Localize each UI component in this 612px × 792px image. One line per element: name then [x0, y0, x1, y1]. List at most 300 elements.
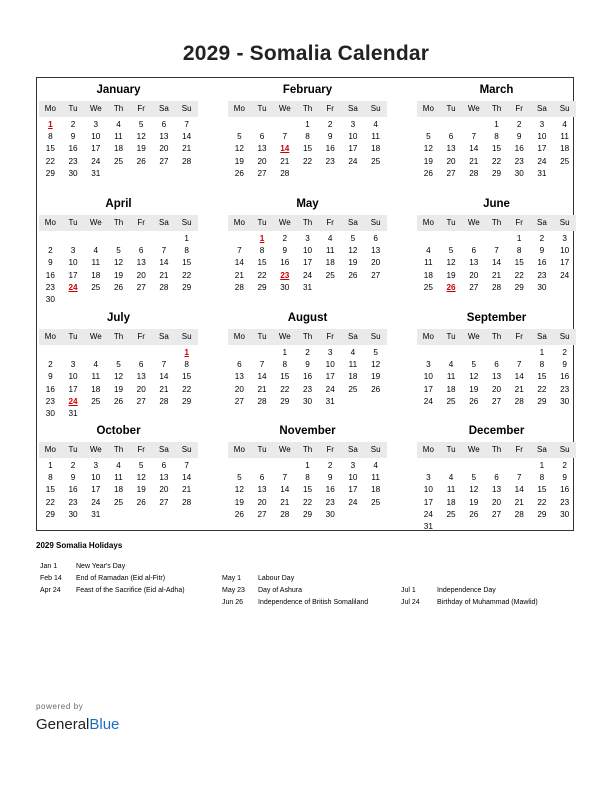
day-cell: 7: [471, 132, 477, 142]
day-cell: 2: [539, 234, 545, 243]
day-cell: 27: [257, 509, 267, 519]
weekday-label: Su: [181, 332, 192, 341]
day-cell: 15: [302, 485, 313, 495]
day-cell: 12: [113, 372, 124, 382]
day-cell: 29: [537, 396, 547, 406]
day-cell: 22: [257, 270, 267, 280]
empty-cell: [228, 461, 251, 473]
day-cell: 22: [182, 384, 192, 394]
day-cell: 8: [305, 473, 310, 483]
day-cell: 23: [325, 497, 335, 507]
weekday-label: Su: [370, 218, 381, 227]
day-cell: 3: [426, 360, 431, 370]
day-cell: 31: [302, 282, 313, 292]
empty-cell: [84, 348, 107, 360]
weekday-header: [39, 101, 198, 117]
day-cell: 19: [423, 156, 433, 166]
weekday-label: Mo: [422, 332, 434, 341]
day-cell: 2: [562, 461, 567, 470]
day-cell: 12: [469, 372, 479, 382]
day-cell: 24: [325, 384, 335, 394]
empty-cell: [462, 120, 485, 132]
day-cell: 24: [560, 270, 570, 280]
empty-cell: [440, 461, 463, 473]
day-cell: 19: [469, 497, 479, 507]
day-cell: 2: [282, 234, 288, 243]
day-cell: 17: [423, 497, 433, 507]
empty-cell: [417, 120, 440, 132]
day-cell: 9: [327, 473, 333, 483]
powered-by-text: powered by: [36, 702, 84, 711]
day-cell: 14: [469, 144, 479, 154]
holiday-day: 1: [184, 348, 189, 357]
day-cell: 15: [45, 144, 55, 154]
day-cell: 22: [45, 156, 55, 166]
weekday-header: [228, 329, 387, 345]
day-cell: 23: [537, 270, 547, 280]
day-cell: 28: [182, 497, 192, 507]
weekday-label: Sa: [159, 332, 169, 341]
day-cell: 13: [469, 258, 479, 268]
day-cell: 19: [348, 258, 358, 268]
day-cell: 12: [446, 258, 456, 268]
holiday-date: Jan 1: [40, 563, 58, 570]
weekday-label: Sa: [537, 332, 547, 341]
day-cell: 14: [159, 258, 169, 268]
empty-cell: [39, 234, 62, 246]
day-cell: 26: [469, 396, 479, 406]
day-cell: 2: [305, 348, 310, 357]
day-cell: 27: [491, 509, 502, 519]
holiday-item: [40, 561, 185, 573]
weekday-label: Su: [181, 218, 192, 227]
day-cell: 15: [182, 372, 192, 382]
weekday-header: [39, 329, 198, 345]
day-cell: 19: [371, 372, 381, 382]
day-cell: 20: [491, 384, 502, 394]
month-name: October: [96, 425, 141, 437]
empty-cell: [440, 234, 463, 246]
day-cell: 30: [68, 509, 78, 519]
day-cell: 16: [514, 144, 524, 154]
day-cell: 7: [161, 246, 167, 256]
day-cell: 27: [257, 168, 267, 178]
day-cell: 27: [159, 497, 169, 507]
day-cell: 29: [45, 509, 55, 519]
holiday-name: Independence of British Somaliland: [258, 599, 369, 606]
day-cell: 30: [45, 408, 55, 418]
day-cell: 4: [93, 360, 99, 370]
weekday-label: Th: [302, 218, 313, 227]
holiday-column: [222, 573, 368, 609]
day-cell: 23: [514, 156, 524, 166]
day-cell: 5: [116, 360, 121, 370]
empty-cell: [251, 120, 274, 132]
day-cell: 3: [70, 246, 76, 256]
day-cell: 29: [257, 282, 267, 292]
holiday-day: 1: [259, 234, 265, 243]
holiday-date: May 1: [222, 575, 242, 582]
day-cell: 28: [257, 396, 267, 406]
day-cell: 3: [93, 461, 99, 470]
month-name: December: [468, 425, 525, 437]
day-cell: 11: [560, 132, 569, 142]
day-cell: 25: [113, 156, 124, 166]
holiday-date: May 23: [222, 587, 245, 594]
day-cell: 2: [327, 461, 333, 470]
empty-cell: [508, 348, 531, 360]
weekday-label: Su: [370, 332, 381, 341]
day-cell: 1: [48, 461, 53, 470]
day-cell: 12: [113, 258, 124, 268]
month-august: [228, 306, 387, 409]
day-cell: 8: [539, 360, 545, 370]
empty-cell: [153, 348, 176, 360]
holiday-item: [222, 573, 368, 585]
holiday-day: 24: [68, 282, 78, 292]
weekday-label: Mo: [44, 332, 56, 341]
day-cell: 25: [113, 497, 124, 507]
day-cell: 9: [305, 360, 310, 370]
weekday-label: Sa: [537, 104, 547, 113]
weekday-label: Tu: [446, 332, 456, 341]
day-cell: 1: [305, 120, 310, 129]
day-cell: 3: [327, 348, 333, 357]
day-cell: 7: [184, 120, 189, 129]
day-cell: 20: [257, 156, 267, 166]
day-cell: 3: [93, 120, 99, 129]
day-cell: 29: [514, 282, 524, 292]
day-cell: 12: [348, 246, 358, 256]
day-cell: 28: [159, 282, 169, 292]
weekday-label: Th: [302, 445, 313, 454]
day-cell: 31: [68, 408, 78, 418]
day-cell: 17: [560, 258, 570, 268]
empty-cell: [417, 348, 440, 360]
weekday-label: We: [278, 332, 291, 341]
weekday-label: Fr: [326, 445, 334, 454]
day-cell: 26: [113, 396, 124, 406]
day-cell: 22: [302, 156, 313, 166]
day-cell: 1: [539, 348, 545, 357]
day-cell: 1: [282, 348, 288, 357]
day-grid: [417, 234, 576, 295]
day-cell: 17: [537, 144, 547, 154]
weekday-label: We: [278, 104, 291, 113]
weekday-label: We: [278, 445, 291, 454]
logo-general: General: [36, 716, 90, 733]
day-cell: 4: [116, 461, 121, 470]
day-cell: 11: [91, 372, 101, 382]
day-cell: 21: [182, 485, 192, 495]
day-cell: 25: [560, 156, 570, 166]
weekday-label: Mo: [422, 218, 434, 227]
day-cell: 13: [491, 485, 502, 495]
weekday-label: We: [89, 104, 102, 113]
day-cell: 9: [70, 473, 76, 483]
day-cell: 7: [184, 461, 189, 470]
day-cell: 16: [68, 144, 78, 154]
weekday-label: Th: [491, 445, 502, 454]
weekday-label: Mo: [233, 445, 245, 454]
day-cell: 19: [234, 497, 244, 507]
day-cell: 6: [161, 461, 167, 470]
day-cell: 1: [305, 461, 310, 470]
day-cell: 25: [348, 384, 358, 394]
day-grid: [228, 348, 387, 409]
day-cell: 21: [491, 270, 502, 280]
day-cell: 10: [91, 132, 101, 142]
day-cell: 29: [302, 509, 313, 519]
weekday-label: Mo: [44, 218, 56, 227]
holiday-day: 23: [280, 270, 290, 280]
month-november: [228, 419, 387, 522]
holiday-item: [401, 597, 538, 609]
day-cell: 18: [113, 485, 124, 495]
day-cell: 5: [237, 473, 242, 483]
day-grid: [417, 120, 576, 181]
day-cell: 13: [491, 372, 502, 382]
day-cell: 28: [234, 282, 244, 292]
day-cell: 18: [560, 144, 570, 154]
day-cell: 10: [423, 372, 433, 382]
empty-cell: [228, 120, 251, 132]
day-cell: 4: [373, 120, 378, 129]
weekday-label: Sa: [348, 104, 358, 113]
day-grid: [39, 234, 198, 307]
generalblue-logo[interactable]: [36, 716, 119, 733]
day-cell: 10: [348, 132, 358, 142]
day-cell: 5: [138, 120, 144, 129]
day-cell: 7: [259, 360, 265, 370]
day-cell: 18: [371, 485, 381, 495]
day-cell: 11: [348, 360, 358, 370]
day-cell: 15: [280, 372, 290, 382]
day-cell: 10: [68, 258, 78, 268]
day-cell: 28: [159, 396, 169, 406]
empty-cell: [84, 234, 107, 246]
weekday-label: Fr: [515, 218, 523, 227]
day-cell: 16: [45, 384, 55, 394]
weekday-label: We: [89, 445, 102, 454]
month-december: [417, 419, 576, 534]
day-cell: 14: [234, 258, 244, 268]
day-cell: 26: [469, 509, 479, 519]
day-cell: 7: [494, 246, 499, 256]
day-cell: 29: [537, 509, 547, 519]
weekday-label: Fr: [326, 104, 334, 113]
day-cell: 18: [371, 144, 381, 154]
empty-cell: [485, 348, 508, 360]
weekday-label: We: [467, 104, 480, 113]
day-cell: 21: [514, 384, 524, 394]
day-cell: 26: [234, 509, 244, 519]
day-cell: 15: [491, 144, 502, 154]
day-cell: 21: [280, 156, 290, 166]
weekday-label: Th: [491, 332, 502, 341]
day-cell: 20: [469, 270, 479, 280]
day-cell: 30: [302, 396, 313, 406]
day-cell: 2: [516, 120, 522, 129]
holiday-name: End of Ramadan (Eid al-Fitr): [76, 575, 166, 582]
month-name: July: [106, 312, 130, 324]
day-cell: 18: [423, 270, 433, 280]
day-cell: 19: [113, 384, 124, 394]
day-cell: 19: [136, 485, 146, 495]
weekday-label: Mo: [422, 104, 434, 113]
day-cell: 14: [514, 485, 524, 495]
day-cell: 30: [537, 282, 547, 292]
month-april: [39, 192, 198, 307]
day-cell: 21: [257, 384, 267, 394]
day-cell: 5: [426, 132, 431, 142]
day-cell: 17: [68, 270, 78, 280]
empty-cell: [153, 234, 176, 246]
day-cell: 16: [560, 485, 570, 495]
holiday-name: Birthday of Muhammad (Mawlid): [437, 599, 538, 606]
day-cell: 23: [560, 384, 570, 394]
day-cell: 13: [234, 372, 244, 382]
day-cell: 8: [516, 246, 522, 256]
day-cell: 14: [182, 473, 192, 483]
day-cell: 28: [514, 396, 524, 406]
day-cell: 27: [491, 396, 502, 406]
day-cell: 12: [469, 485, 479, 495]
weekday-label: Sa: [159, 104, 169, 113]
day-cell: 27: [446, 168, 456, 178]
day-cell: 20: [371, 258, 381, 268]
day-cell: 28: [514, 509, 524, 519]
day-cell: 26: [348, 270, 358, 280]
weekday-label: Tu: [446, 218, 456, 227]
weekday-label: Tu: [257, 445, 267, 454]
day-cell: 16: [280, 258, 290, 268]
weekday-header: [417, 215, 576, 231]
day-cell: 30: [280, 282, 290, 292]
weekday-label: Su: [559, 332, 570, 341]
weekday-label: Th: [491, 218, 502, 227]
day-cell: 6: [494, 473, 499, 483]
day-cell: 25: [446, 396, 456, 406]
weekday-header: [228, 101, 387, 117]
holiday-date: Apr 24: [40, 587, 61, 594]
weekday-label: Tu: [257, 218, 267, 227]
month-may: [228, 192, 387, 295]
weekday-label: Tu: [68, 445, 78, 454]
day-cell: 8: [282, 360, 288, 370]
weekday-label: We: [89, 332, 102, 341]
holiday-day: 14: [280, 144, 290, 154]
day-cell: 31: [537, 168, 547, 178]
empty-cell: [462, 234, 485, 246]
holiday-name: Labour Day: [258, 575, 295, 582]
empty-cell: [462, 348, 485, 360]
day-cell: 16: [325, 485, 335, 495]
day-cell: 20: [234, 384, 244, 394]
day-cell: 30: [45, 294, 55, 304]
weekday-header: [39, 215, 198, 231]
day-cell: 5: [448, 246, 454, 256]
weekday-label: Th: [491, 104, 502, 113]
month-march: [417, 78, 576, 181]
day-cell: 15: [514, 258, 524, 268]
day-cell: 6: [259, 132, 265, 142]
day-cell: 17: [302, 258, 313, 268]
day-cell: 18: [113, 144, 124, 154]
day-cell: 21: [159, 270, 169, 280]
day-grid: [39, 461, 198, 522]
weekday-label: Su: [370, 445, 381, 454]
day-cell: 3: [350, 120, 356, 129]
day-cell: 15: [537, 485, 547, 495]
empty-cell: [440, 120, 463, 132]
weekday-header: [39, 442, 198, 458]
day-cell: 22: [537, 384, 547, 394]
day-cell: 2: [48, 246, 53, 256]
day-cell: 8: [494, 132, 499, 142]
day-cell: 26: [113, 282, 124, 292]
weekday-label: Fr: [326, 332, 334, 341]
day-cell: 14: [182, 132, 192, 142]
empty-cell: [485, 234, 508, 246]
empty-cell: [228, 348, 251, 360]
day-cell: 23: [45, 282, 55, 292]
month-september: [417, 306, 576, 409]
day-grid: [417, 461, 576, 534]
day-cell: 15: [257, 258, 267, 268]
month-name: March: [479, 84, 514, 96]
weekday-label: Fr: [137, 104, 145, 113]
empty-cell: [130, 348, 153, 360]
day-cell: 8: [259, 246, 265, 256]
day-cell: 19: [469, 384, 479, 394]
day-cell: 7: [237, 246, 242, 256]
day-cell: 18: [348, 372, 358, 382]
day-cell: 28: [280, 509, 290, 519]
calendar-frame: [36, 77, 574, 531]
day-cell: 15: [302, 144, 313, 154]
day-cell: 29: [491, 168, 502, 178]
day-cell: 9: [562, 473, 567, 483]
day-cell: 13: [446, 144, 456, 154]
day-cell: 16: [302, 372, 313, 382]
weekday-label: Th: [113, 218, 124, 227]
day-cell: 27: [136, 282, 146, 292]
day-cell: 11: [325, 246, 335, 256]
month-name: September: [466, 312, 527, 324]
weekday-label: Mo: [422, 445, 434, 454]
day-cell: 4: [426, 246, 431, 256]
day-cell: 21: [234, 270, 244, 280]
day-cell: 20: [446, 156, 456, 166]
weekday-label: Fr: [137, 332, 145, 341]
day-cell: 23: [302, 384, 313, 394]
day-cell: 5: [471, 473, 477, 483]
weekday-label: We: [467, 218, 480, 227]
day-cell: 11: [446, 485, 456, 495]
day-grid: [228, 120, 387, 181]
month-name: February: [282, 84, 333, 96]
day-cell: 9: [282, 246, 288, 256]
day-cell: 24: [423, 509, 433, 519]
weekday-label: Fr: [137, 445, 145, 454]
day-cell: 2: [48, 360, 53, 370]
day-cell: 23: [68, 156, 78, 166]
weekday-label: Tu: [257, 332, 267, 341]
day-cell: 8: [305, 132, 310, 142]
day-cell: 12: [234, 485, 244, 495]
weekday-label: Su: [559, 218, 570, 227]
